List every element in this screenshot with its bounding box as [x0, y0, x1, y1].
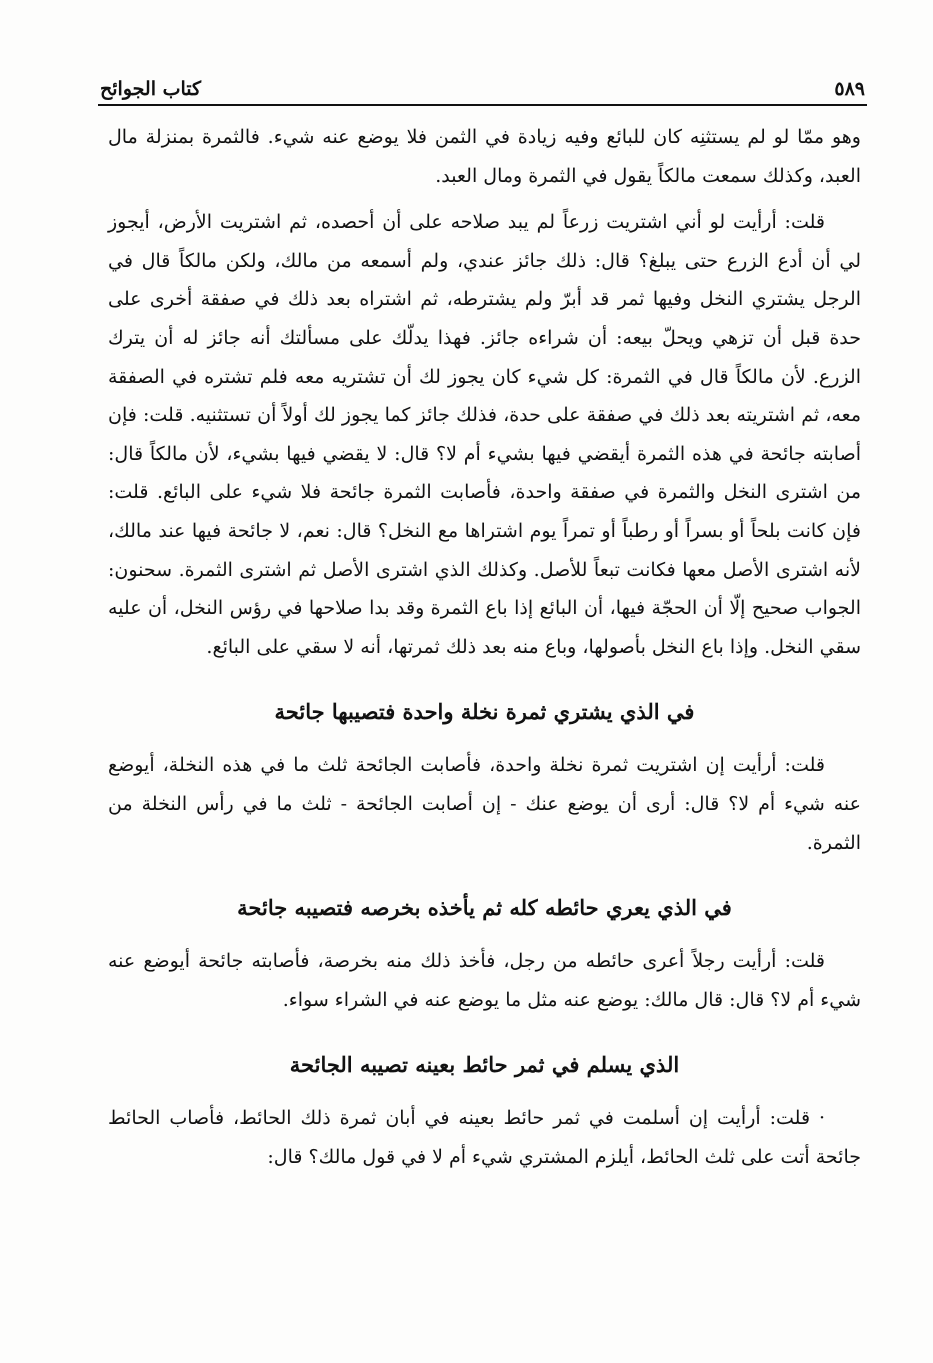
section-heading: في الذي يشتري ثمرة نخلة واحدة فتصيبها جائحة: [274, 699, 695, 725]
page-header: [100, 66, 865, 100]
page-number: ٥٨٩: [834, 78, 865, 100]
paragraph: وهو ممّا لو لم يستثنِه كان للبائع وفيه زيادة في الثمن فلا يوضع عنه شيء. فالثمرة بمنزلة مال العبد، وكذلك سمعت مالكاً يقول في الثمرة ومال العبد.: [108, 126, 861, 187]
page-body: [108, 118, 861, 1184]
book-title: كتاب الجوائح: [100, 78, 202, 100]
paragraph: · قلت: أرأيت إن أسلمت في ثمر حائط بعينه في أبان ثمرة ذلك الحائط، فأصاب الحائط جائحة أتت على ثلث الحائط، أيلزم المشتري شيء أم لا في قول مالك؟ قال:: [108, 1107, 861, 1168]
section-heading: في الذي يعري حائطه كله ثم يأخذه بخرصه فتصيبه جائحة: [237, 895, 732, 921]
paragraph: قلت: أرأيت لو أني اشتريت زرعاً لم يبد صلاحه على أن أحصده، ثم اشتريت الأرض، أيجوز لي أن أدع الزرع حتى يبلغ؟ قال: ذلك جائز عندي، ولم أسمعه من مالك، ولكن مالكاً قال في الرجل يشتري النخل وفيها ثمر قد أبرّ ولم يشترطه، ثم اشتراه بعد ذلك في صفقة أخرى على حدة قبل أن تزهي ويحلّ بيعه: أن شراءه جائز. فهذا يدلّك على مسألتك أنه جائز له أن يترك الزرع. لأن مالكاً قال في الثمرة: كل شيء كان يجوز لك أن تشتريه معه فلم تشتره في الصفقة معه، ثم اشتريته بعد ذلك في صفقة على حدة، فذلك جائز كما يجوز لك أولاً أن تستثنيه. قلت: فإن أصابته جائحة في هذه الثمرة أيقضي فيها بشيء أم لا؟ قال: لا يقضي فيها بشيء، لأن مالكاً قال: من اشترى النخل والثمرة في صفقة واحدة، فأصابت الثمرة جائحة فلا شيء على البائع. قلت: فإن كانت بلحاً أو بسراً أو رطباً أو تمراً يوم اشتراها مع النخل؟ قال: نعم، لا جائحة فيها عند مالك، لأنه اشترى الأصل معها فكانت تبعاً للأصل. وكذلك الذي اشترى الأصل ثم اشترى الثمرة. سحنون: الجواب صحيح إلّا أن الحجّة فيها، أن البائع إذا باع الثمرة وقد بدا صلاحها في رؤس النخل، أن عليه سقي النخل. وإذا باع النخل بأصولها، وباع منه بعد ذلك ثمرتها، أنه لا سقي على البائع.: [108, 211, 861, 658]
section-heading: الذي يسلم في ثمر حائط بعينه تصيبه الجائحة: [289, 1052, 680, 1078]
header-divider: [98, 104, 867, 106]
paragraph: قلت: أرأيت إن اشتريت ثمرة نخلة واحدة، فأصابت الجائحة ثلث ما في هذه النخلة، أيوضع عنه شيء أم لا؟ قال: أرى أن يوضع عنك - إن أصابت الجائحة - ثلث ما في رأس النخلة من الثمرة.: [108, 754, 861, 854]
paragraph: قلت: أرأيت رجلاً أعرى حائطه من رجل، فأخذ ذلك منه بخرصة، فأصابته جائحة أيوضع عنه شيء أم لا؟ قال: قال مالك: يوضع عنه مثل ما يوضع عنه في الشراء سواء.: [108, 950, 861, 1011]
